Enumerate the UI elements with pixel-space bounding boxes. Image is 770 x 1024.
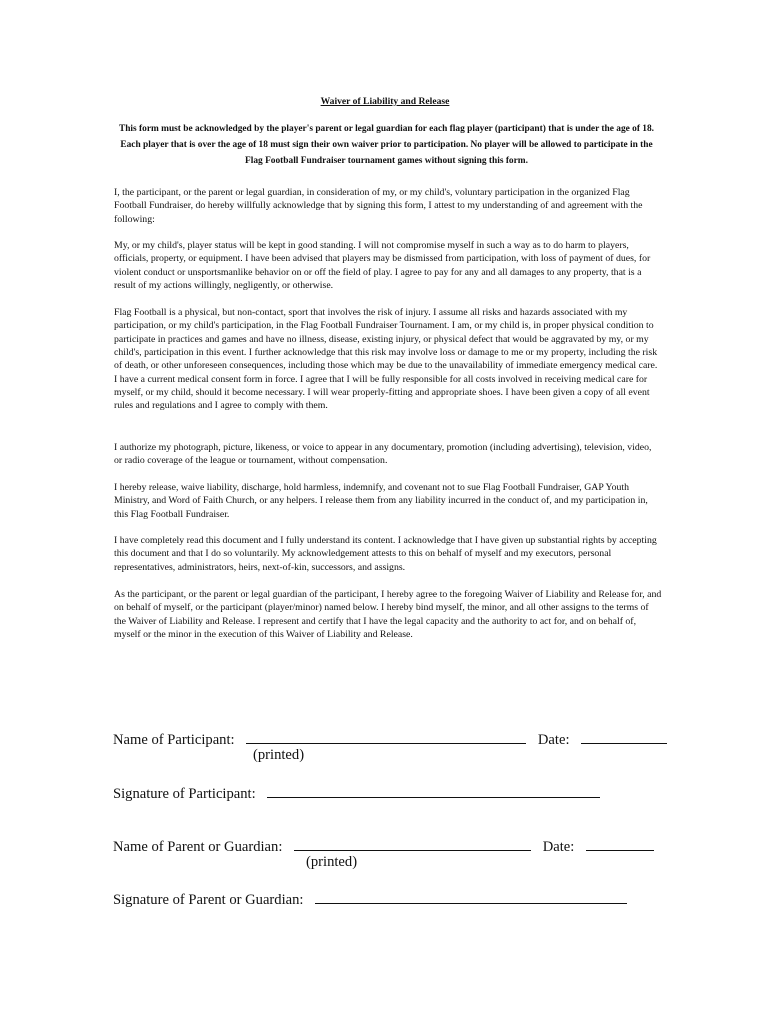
acknowledgement-paragraph: I have completely read this document and I fully understand its content. I acknowledge that I have given up substantial rights by accepting this document and that I do so voluntarily. My acknowledgement attests to this on behalf of myself and my executors, personal representatives, administrators, heirs, next-of-kin, successors, and assigns. bbox=[114, 535, 657, 573]
release-paragraph: I hereby release, waive liability, discharge, hold harmless, indemnify, and covenant not to sue Flag Football Fundraiser, GAP Youth Ministry, and Word of Faith Church, or any helpers. I release them from any liability incurred in the conduct of, and my participation in, this Flag Football Fundraiser. bbox=[114, 482, 648, 520]
guardian-signature-field[interactable] bbox=[315, 889, 627, 904]
participant-signature-label: Signature of Participant: bbox=[113, 786, 256, 802]
guardian-name-label: Name of Parent or Guardian: bbox=[113, 839, 283, 855]
guardian-signature-row bbox=[113, 889, 627, 909]
conduct-paragraph: My, or my child's, player status will be kept in good standing. I will not compromise myself in such a way as to do harm to players, officials, property, or equipment. I have been advised that players may be dismissed from participation, with loss of payment of dues, for violent conduct or unsportsmanlike behavior on or off the field of play. I agree to pay for any and all damages to any property, that is a result of my actions willingly, negligently, or otherwise. bbox=[114, 240, 651, 292]
participant-signature-row bbox=[113, 783, 600, 803]
guardian-name-field[interactable] bbox=[294, 836, 531, 851]
participant-date-field[interactable] bbox=[581, 729, 667, 744]
participant-signature-field[interactable] bbox=[267, 783, 600, 798]
risk-paragraph: Flag Football is a physical, but non-contact, sport that involves the risk of injury. I assume all risks and hazards associated with my participation, or my child's participation, in the Flag Football Fundraiser Tournament. I am, or my child is, in proper physical condition to participate in practices and games and have no illness, disease, existing injury, or physical defect that would be aggravated by my, or my child's, participation in this event. I further acknowledge that this risk may involve loss or damage to me or my property, including the risk of death, or other unforeseen consequences, including those which may be due to the unavailability of immediate emergency medical care. I have a current medical consent form in force. I agree that I will be fully responsible for all costs involved in receiving medical care for myself, or my child, should it become necessary. I will wear properly-fitting and appropriate shoes. I have been given a copy of all event rules and regulations and I agree to comply with them. bbox=[114, 307, 658, 412]
guardian-name-row bbox=[113, 836, 654, 856]
guardian-signature-label: Signature of Parent or Guardian: bbox=[113, 892, 304, 908]
participant-name-field[interactable] bbox=[246, 729, 526, 744]
participant-name-row bbox=[113, 729, 667, 749]
media-consent-paragraph: I authorize my photograph, picture, likeness, or voice to appear in any documentary, promotion (including advertising), television, video, or radio coverage of the league or tournament, without compensation. bbox=[114, 442, 652, 467]
guardian-printed-note: (printed) bbox=[306, 854, 358, 870]
agreement-paragraph: As the participant, or the parent or legal guardian of the participant, I hereby agree to the foregoing Waiver of Liability and Release for, and on behalf of myself, or the participant (player/minor) named below. I hereby bind myself, the minor, and all other assigns to the terms of the Waiver of Liability and Release. I represent and certify that I have the legal capacity and the authority to act for, and on behalf of, myself or the minor in the execution of this Waiver of Liability and Release. bbox=[114, 589, 662, 641]
age-requirement-notice: This form must be acknowledged by the player's parent or legal guardian for each flag player (participant) that is under the age of 18. Each player that is over the age of 18 must sign their own waiver prior to participation. No player will be allowed to participate in the Flag Football Fundraiser tournament games without signing this form. bbox=[118, 124, 655, 166]
guardian-date-label: Date: bbox=[542, 839, 575, 855]
participant-date-label: Date: bbox=[537, 732, 570, 748]
document-title: Waiver of Liability and Release bbox=[320, 96, 450, 107]
participant-printed-note: (printed) bbox=[253, 747, 305, 763]
intro-paragraph: I, the participant, or the parent or legal guardian, in consideration of my, or my child's, voluntary participation in the organized Flag Football Fundraiser, do hereby willfully acknowledge that by signing this form, I attest to my understanding of and agreement with the following: bbox=[114, 187, 643, 225]
participant-name-label: Name of Participant: bbox=[113, 732, 235, 748]
guardian-date-field[interactable] bbox=[586, 836, 654, 851]
